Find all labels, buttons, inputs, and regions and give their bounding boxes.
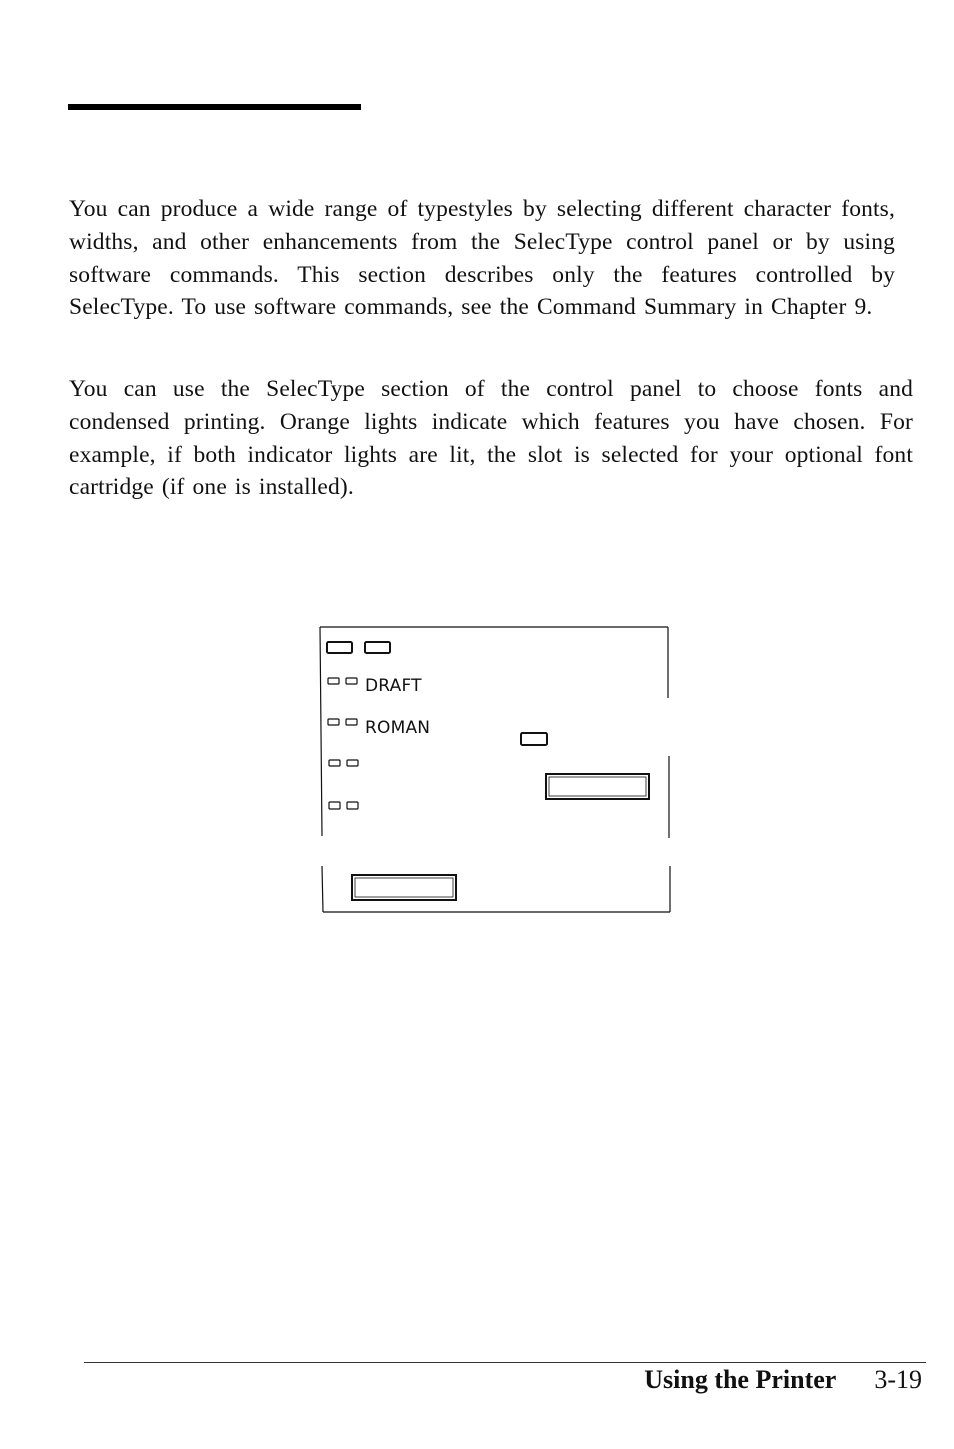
indicator-lights-third bbox=[329, 760, 358, 766]
selectype-paragraph: You can use the SelecType section of the control panel to choose fonts and condensed printing. Orange lights indicate which features you have chosen. For example, if both indicator lights are lit, the slot is selected for your optional font cartridge (if one is installed). bbox=[69, 376, 913, 501]
panel-wide-button-bottom bbox=[352, 875, 456, 900]
intro-paragraph: You can produce a wide range of typestyles by selecting different character fonts, widths, and other enhancements from the SelecType control panel or by using software commands. This section describes only the features controlled by SelecType. To use software commands, see the Command Summary in Chapter 9. bbox=[69, 196, 895, 321]
panel-wide-button-right bbox=[546, 774, 649, 799]
indicator-lights-draft bbox=[328, 678, 357, 684]
page-number: 3-19 bbox=[874, 1365, 922, 1394]
panel-button-left bbox=[327, 642, 352, 653]
selectype-control-panel-illustration bbox=[319, 626, 673, 916]
footer-section-title: Using the Printer bbox=[644, 1365, 837, 1394]
control-panel-drawing bbox=[319, 626, 673, 916]
panel-outline bbox=[320, 627, 670, 912]
footer-rule bbox=[84, 1362, 926, 1363]
roman-label: ROMAN bbox=[365, 718, 431, 738]
panel-button-right bbox=[365, 642, 390, 653]
section-heading-rule bbox=[68, 104, 361, 110]
indicator-lights-roman bbox=[328, 719, 357, 725]
panel-small-indicator bbox=[521, 733, 547, 745]
page-footer bbox=[644, 1365, 922, 1395]
draft-label: DRAFT bbox=[365, 676, 422, 696]
indicator-lights-fourth bbox=[329, 802, 358, 809]
panel-wide-button-bottom-inner bbox=[355, 878, 453, 897]
panel-wide-button-right-inner bbox=[549, 777, 646, 796]
